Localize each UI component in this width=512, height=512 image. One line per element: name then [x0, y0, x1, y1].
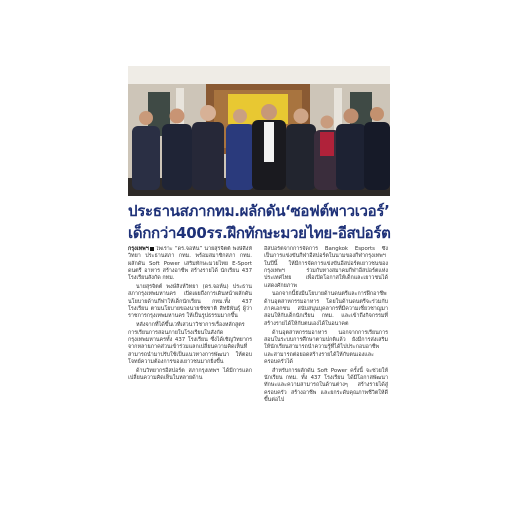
headline-line-1: ประธานสภากทม.ผลักดัน‘ซอฟต์พาวเวอร์’ — [128, 202, 390, 220]
paragraph: หลังจากที่ได้ขึ้นเวทีเสวนาวิชาการเรื่องหลักสูตรการเรียนการสอนภายในโรงเรียนในสังกัดกรุงเทพมหานครทั้ง 437 โรงเรียน ซึ่งได้เชิญวิทยากรจากหลายภาคส่วนเข้าร่วมแลกเปลี่ยนความคิดเห็นที่สามารถนำมาปรับใช้เป็นแนวทางการพัฒนา ให้ตอบโจทย์ความต้องการของเยาวชนมากยิ่งขึ้น — [128, 322, 252, 365]
group-photo — [128, 66, 390, 196]
paragraph: อีสปอร์ตจากการจัดการ Bangkok Esports ซึ่งเป็นการแข่งขันกีฬาอีสปอร์ตในนามของกีฬากรุงเทพฯ ในปีนี้ ให้มีการจัดการแข่งขันอีสปอร์ตเยาวชนของกรุงเทพฯ ร่วมกับทางสมาคมกีฬาอีสปอร์ตแห่งประเทศไทย เพื่อเปิดโอกาสให้เด็กและเยาวชนได้แสดงศักยภาพ — [264, 246, 388, 289]
lead-paragraph — [128, 246, 252, 283]
headline — [128, 200, 393, 244]
dateline: กรุงเทพฯ — [128, 246, 149, 252]
bullet-icon — [150, 247, 154, 251]
paragraph: ด้านอุตสาหกรรมอาหาร นอกจากการเรียนการสอนในระบบการศึกษาตามปกติแล้ว ยังมีการส่งเสริมให้นักเรียนสามารถนำความรู้ที่ได้ไปประกอบอาชีพ และสามารถต่อยอดสร้างรายได้ให้กับตนเองและครอบครัวได้ — [264, 329, 388, 365]
paragraph: นอกจากนี้ยังมีนโยบายด้านดนตรีและการฝึกอาชีพด้านอุตสาหกรรมอาหาร โดยในด้านดนตรีจะร่วมกับภาคเอกชน สนับสนุนบุคลากรที่มีความเชี่ยวชาญมาสอนให้กับเด็กนักเรียน กทม. และเข้าถึงกิจกรรมที่สร้างรายได้ให้กับตนเองได้ในอนาคต — [264, 291, 388, 327]
article-column-left — [128, 246, 252, 512]
paragraph: นายสุรจิตต์ พงษ์สิงห์วิทยา (ดร.จอห์น) ประธานสภากรุงเทพมหานคร เปิดเผยถึงการเดินหน้าผลักดันนโยบายด้านกีฬาให้เด็กนักเรียน กทม.ทั้ง 437 โรงเรียน ตามนโยบายของนายชัชชาติ สิทธิพันธุ์ ผู้ว่าราชการกรุงเทพมหานคร ให้เป็นรูปธรรมมากขึ้น — [128, 284, 252, 320]
article-column-right — [264, 246, 388, 512]
paragraph-text: ไพเราะ “ดร.จอห์น” นายสุรจิตต์ พงษ์สิงห์วิทยา ประธานสภา กทม. พร้อมสมาชิกสภา กทม. ผลักดัน Soft Power เสริมทักษะมวยไทย E-Sport ดนตรี อาหาร สร้างอาชีพ สร้างรายได้ นักเรียน 437 โรงเรียนสังกัด กทม. — [128, 246, 252, 282]
headline-line-2: เด็กกว่า400รร.ฝึกทักษะมวยไทย-อีสปอร์ต — [128, 224, 391, 242]
paragraph: ด้านวิทยากรอีสปอร์ต สภากรุงเทพฯ ได้มีการแลกเปลี่ยนความคิดเห็นในหลายด้าน — [128, 367, 252, 382]
paragraph: สำหรับการผลักดัน Soft Power ครั้งนี้ จะช่วยให้นักเรียน กทม. ทั้ง 437 โรงเรียน ได้มีโอกาสพัฒนาทักษะและความสามารถในด้านต่างๆ สร้างรายได้สู่ครอบครัว สร้างอาชีพ และยกระดับคุณภาพชีวิตให้ดีขึ้นต่อไป — [264, 367, 388, 404]
